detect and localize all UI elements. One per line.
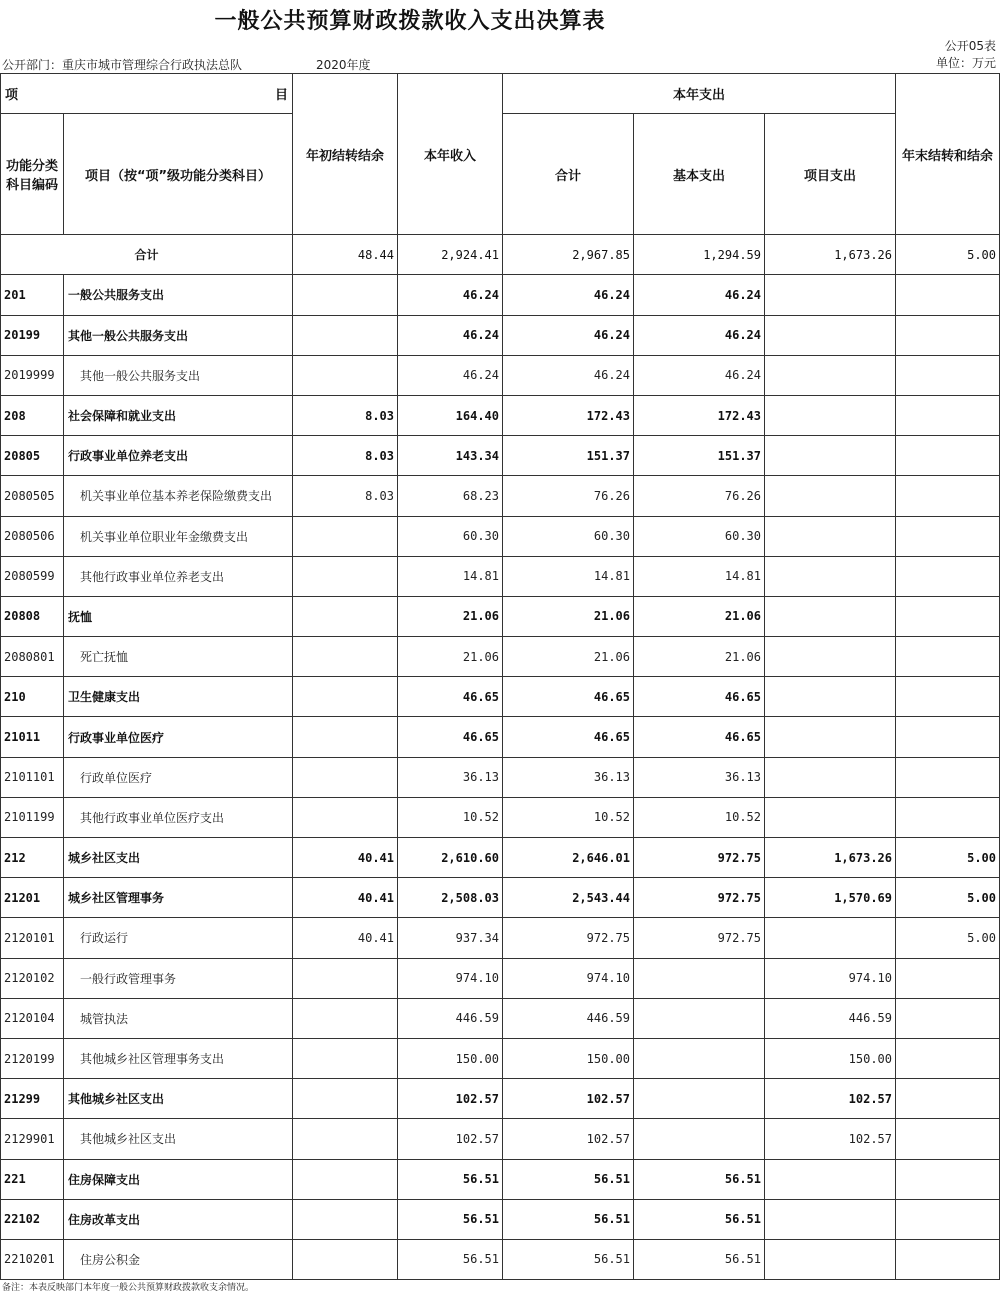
table-row: [1, 637, 1000, 677]
row-code: 221: [1, 1159, 64, 1199]
row-total: 2,646.01: [503, 838, 634, 878]
row-name: 住房保障支出: [64, 1159, 293, 1199]
row-basic: 56.51: [634, 1159, 765, 1199]
header-income: 本年收入: [398, 74, 503, 235]
row-code: 22102: [1, 1199, 64, 1239]
row-project: [765, 315, 896, 355]
unit-label: 单位：万元: [935, 56, 996, 70]
row-closing: [896, 1079, 1000, 1119]
row-closing: [896, 596, 1000, 636]
table-row: [1, 717, 1000, 757]
table-row: [1, 476, 1000, 516]
header-item-left: 项: [5, 88, 19, 103]
row-total: 56.51: [503, 1159, 634, 1199]
row-opening: [293, 797, 398, 837]
row-basic: 172.43: [634, 395, 765, 435]
row-total: 46.24: [503, 275, 634, 315]
row-total: 150.00: [503, 1038, 634, 1078]
row-code: 2120104: [1, 998, 64, 1038]
budget-table: [0, 73, 1000, 1280]
row-code: 20805: [1, 436, 64, 476]
row-basic: 46.65: [634, 717, 765, 757]
row-income: 143.34: [398, 436, 503, 476]
row-project: [765, 355, 896, 395]
row-opening: [293, 958, 398, 998]
row-income: 46.24: [398, 355, 503, 395]
row-closing: 5.00: [896, 918, 1000, 958]
table-row: [1, 1079, 1000, 1119]
row-name: 行政运行: [64, 918, 293, 958]
total-project: 1,673.26: [765, 235, 896, 275]
row-opening: [293, 637, 398, 677]
row-basic: 972.75: [634, 918, 765, 958]
row-name: 其他一般公共服务支出: [64, 355, 293, 395]
row-income: 102.57: [398, 1079, 503, 1119]
row-total: 974.10: [503, 958, 634, 998]
row-total: 76.26: [503, 476, 634, 516]
row-code: 2080801: [1, 637, 64, 677]
row-closing: [896, 757, 1000, 797]
row-name: 死亡抚恤: [64, 637, 293, 677]
row-opening: [293, 516, 398, 556]
row-income: 60.30: [398, 516, 503, 556]
row-code: 2080505: [1, 476, 64, 516]
table-row: [1, 556, 1000, 596]
row-income: 446.59: [398, 998, 503, 1038]
row-basic: [634, 1079, 765, 1119]
row-closing: [896, 637, 1000, 677]
row-total: 102.57: [503, 1079, 634, 1119]
row-project: [765, 677, 896, 717]
row-total: 972.75: [503, 918, 634, 958]
table-row: [1, 998, 1000, 1038]
table-row: [1, 1239, 1000, 1279]
row-income: 36.13: [398, 757, 503, 797]
row-income: 46.24: [398, 275, 503, 315]
header-item-right: 目: [274, 88, 288, 103]
table-row: [1, 436, 1000, 476]
row-closing: [896, 958, 1000, 998]
row-opening: 8.03: [293, 476, 398, 516]
row-name: 社会保障和就业支出: [64, 395, 293, 435]
row-basic: 60.30: [634, 516, 765, 556]
table-row: [1, 1159, 1000, 1199]
row-opening: [293, 1119, 398, 1159]
row-code: 2019999: [1, 355, 64, 395]
row-name: 机关事业单位基本养老保险缴费支出: [64, 476, 293, 516]
row-total: 446.59: [503, 998, 634, 1038]
row-income: 56.51: [398, 1199, 503, 1239]
row-income: 102.57: [398, 1119, 503, 1159]
row-total: 21.06: [503, 637, 634, 677]
row-name: 行政事业单位医疗: [64, 717, 293, 757]
row-name: 其他城乡社区管理事务支出: [64, 1038, 293, 1078]
row-basic: 972.75: [634, 838, 765, 878]
row-income: 68.23: [398, 476, 503, 516]
row-income: 974.10: [398, 958, 503, 998]
row-closing: [896, 556, 1000, 596]
row-closing: [896, 436, 1000, 476]
row-project: 974.10: [765, 958, 896, 998]
row-income: 164.40: [398, 395, 503, 435]
row-basic: 972.75: [634, 878, 765, 918]
table-row: [1, 596, 1000, 636]
row-closing: 5.00: [896, 878, 1000, 918]
row-project: [765, 476, 896, 516]
row-code: 21299: [1, 1079, 64, 1119]
row-name: 其他一般公共服务支出: [64, 315, 293, 355]
row-total: 46.65: [503, 717, 634, 757]
row-income: 2,610.60: [398, 838, 503, 878]
row-total: 46.24: [503, 315, 634, 355]
row-project: [765, 797, 896, 837]
row-income: 46.24: [398, 315, 503, 355]
row-code: 210: [1, 677, 64, 717]
row-name: 城管执法: [64, 998, 293, 1038]
table-row: [1, 838, 1000, 878]
row-basic: 10.52: [634, 797, 765, 837]
department-label: 公开部门：重庆市城市管理综合行政执法总队: [2, 58, 243, 72]
row-project: [765, 717, 896, 757]
footnote: 备注：本表反映部门本年度一般公共预算财政拨款收支余情况。: [2, 1283, 255, 1293]
row-opening: [293, 757, 398, 797]
row-closing: [896, 1199, 1000, 1239]
row-closing: [896, 1239, 1000, 1279]
row-name: 其他行政事业单位医疗支出: [64, 797, 293, 837]
row-code: 2210201: [1, 1239, 64, 1279]
fiscal-year: 2020年度: [316, 58, 371, 72]
row-name: 抚恤: [64, 596, 293, 636]
row-code: 21011: [1, 717, 64, 757]
row-basic: [634, 998, 765, 1038]
row-closing: [896, 677, 1000, 717]
header-code: 功能分类科目编码: [1, 114, 64, 235]
row-opening: [293, 556, 398, 596]
row-project: [765, 596, 896, 636]
row-project: 1,570.69: [765, 878, 896, 918]
total-income: 2,924.41: [398, 235, 503, 275]
total-total: 2,967.85: [503, 235, 634, 275]
row-basic: [634, 958, 765, 998]
row-project: 446.59: [765, 998, 896, 1038]
header-closing: 年末结转和结余: [896, 74, 1000, 235]
row-closing: [896, 1119, 1000, 1159]
row-name: 住房公积金: [64, 1239, 293, 1279]
row-income: 46.65: [398, 717, 503, 757]
row-opening: [293, 596, 398, 636]
row-code: 201: [1, 275, 64, 315]
row-closing: [896, 717, 1000, 757]
row-basic: 14.81: [634, 556, 765, 596]
row-total: 10.52: [503, 797, 634, 837]
row-project: [765, 1159, 896, 1199]
row-total: 60.30: [503, 516, 634, 556]
table-row: [1, 1199, 1000, 1239]
table-row: [1, 516, 1000, 556]
row-code: 2120199: [1, 1038, 64, 1078]
row-opening: 40.41: [293, 878, 398, 918]
row-total: 14.81: [503, 556, 634, 596]
row-name: 其他行政事业单位养老支出: [64, 556, 293, 596]
row-total: 36.13: [503, 757, 634, 797]
row-opening: [293, 677, 398, 717]
row-closing: [896, 355, 1000, 395]
row-name: 住房改革支出: [64, 1199, 293, 1239]
row-name: 卫生健康支出: [64, 677, 293, 717]
total-label: 合计: [1, 235, 293, 275]
row-code: 20199: [1, 315, 64, 355]
row-basic: 56.51: [634, 1239, 765, 1279]
row-closing: [896, 476, 1000, 516]
row-closing: [896, 1159, 1000, 1199]
row-total: 56.51: [503, 1239, 634, 1279]
row-project: [765, 1199, 896, 1239]
row-opening: [293, 1199, 398, 1239]
row-project: [765, 556, 896, 596]
form-meta: [936, 38, 996, 72]
row-code: 2080506: [1, 516, 64, 556]
row-opening: [293, 998, 398, 1038]
row-basic: 21.06: [634, 637, 765, 677]
row-project: [765, 436, 896, 476]
row-opening: [293, 315, 398, 355]
row-income: 56.51: [398, 1239, 503, 1279]
row-total: 172.43: [503, 395, 634, 435]
row-opening: [293, 355, 398, 395]
row-project: 102.57: [765, 1119, 896, 1159]
row-opening: 40.41: [293, 918, 398, 958]
row-project: [765, 395, 896, 435]
header-opening: 年初结转结余: [293, 74, 398, 235]
row-closing: [896, 1038, 1000, 1078]
total-closing: 5.00: [896, 235, 1000, 275]
row-total: 2,543.44: [503, 878, 634, 918]
row-name: 行政单位医疗: [64, 757, 293, 797]
table-row: [1, 757, 1000, 797]
row-name: 其他城乡社区支出: [64, 1079, 293, 1119]
row-code: 208: [1, 395, 64, 435]
row-name: 一般公共服务支出: [64, 275, 293, 315]
row-opening: [293, 1038, 398, 1078]
row-income: 21.06: [398, 637, 503, 677]
table-row: [1, 275, 1000, 315]
row-total: 151.37: [503, 436, 634, 476]
row-name: 其他城乡社区支出: [64, 1119, 293, 1159]
table-row: [1, 1038, 1000, 1078]
report-title: 一般公共预算财政拨款收入支出决算表: [214, 9, 606, 34]
row-total: 46.65: [503, 677, 634, 717]
row-closing: [896, 516, 1000, 556]
row-total: 46.24: [503, 355, 634, 395]
table-row: [1, 677, 1000, 717]
row-code: 212: [1, 838, 64, 878]
row-code: 2080599: [1, 556, 64, 596]
row-basic: 56.51: [634, 1199, 765, 1239]
table-row: [1, 395, 1000, 435]
row-code: 2101101: [1, 757, 64, 797]
row-closing: 5.00: [896, 838, 1000, 878]
total-basic: 1,294.59: [634, 235, 765, 275]
header-expense-group: 本年支出: [503, 74, 896, 114]
row-code: 20808: [1, 596, 64, 636]
row-total: 21.06: [503, 596, 634, 636]
row-opening: [293, 1079, 398, 1119]
row-basic: 36.13: [634, 757, 765, 797]
row-income: 46.65: [398, 677, 503, 717]
row-opening: [293, 717, 398, 757]
row-basic: [634, 1119, 765, 1159]
row-opening: [293, 275, 398, 315]
row-basic: [634, 1038, 765, 1078]
row-closing: [896, 315, 1000, 355]
header-total: 合计: [503, 114, 634, 235]
row-opening: [293, 1159, 398, 1199]
table-row: [1, 918, 1000, 958]
row-project: [765, 275, 896, 315]
row-income: 150.00: [398, 1038, 503, 1078]
table-row: [1, 878, 1000, 918]
row-total: 102.57: [503, 1119, 634, 1159]
row-project: [765, 637, 896, 677]
row-income: 56.51: [398, 1159, 503, 1199]
row-opening: 40.41: [293, 838, 398, 878]
row-income: 14.81: [398, 556, 503, 596]
header-basic: 基本支出: [634, 114, 765, 235]
row-project: [765, 1239, 896, 1279]
row-project: 1,673.26: [765, 838, 896, 878]
row-income: 2,508.03: [398, 878, 503, 918]
row-opening: 8.03: [293, 436, 398, 476]
row-name: 行政事业单位养老支出: [64, 436, 293, 476]
row-total: 56.51: [503, 1199, 634, 1239]
row-basic: 151.37: [634, 436, 765, 476]
row-name: 城乡社区管理事务: [64, 878, 293, 918]
row-code: 2129901: [1, 1119, 64, 1159]
row-project: 150.00: [765, 1038, 896, 1078]
row-project: [765, 757, 896, 797]
total-row: [1, 235, 1000, 275]
table-row: [1, 355, 1000, 395]
row-opening: [293, 1239, 398, 1279]
row-basic: 46.65: [634, 677, 765, 717]
header-project: 项目支出: [765, 114, 896, 235]
row-code: 21201: [1, 878, 64, 918]
row-opening: 8.03: [293, 395, 398, 435]
row-closing: [896, 797, 1000, 837]
row-name: 城乡社区支出: [64, 838, 293, 878]
row-basic: 76.26: [634, 476, 765, 516]
row-name: 机关事业单位职业年金缴费支出: [64, 516, 293, 556]
row-closing: [896, 275, 1000, 315]
row-basic: 21.06: [634, 596, 765, 636]
row-income: 21.06: [398, 596, 503, 636]
table-row: [1, 797, 1000, 837]
header-item: [1, 74, 293, 114]
row-project: [765, 918, 896, 958]
row-income: 937.34: [398, 918, 503, 958]
row-code: 2120101: [1, 918, 64, 958]
row-closing: [896, 998, 1000, 1038]
row-code: 2120102: [1, 958, 64, 998]
row-project: 102.57: [765, 1079, 896, 1119]
row-closing: [896, 395, 1000, 435]
row-project: [765, 516, 896, 556]
form-number: 公开05表: [944, 39, 996, 53]
row-code: 2101199: [1, 797, 64, 837]
row-basic: 46.24: [634, 315, 765, 355]
table-row: [1, 958, 1000, 998]
row-income: 10.52: [398, 797, 503, 837]
table-row: [1, 1119, 1000, 1159]
row-basic: 46.24: [634, 355, 765, 395]
header-name: 项目（按“项”级功能分类科目）: [64, 114, 293, 235]
total-opening: 48.44: [293, 235, 398, 275]
row-name: 一般行政管理事务: [64, 958, 293, 998]
row-basic: 46.24: [634, 275, 765, 315]
table-row: [1, 315, 1000, 355]
